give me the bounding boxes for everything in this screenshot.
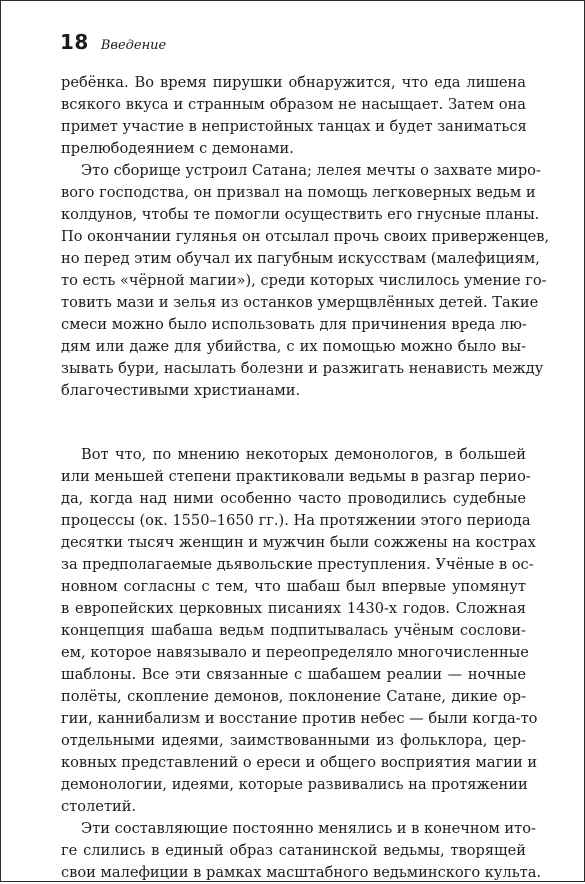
section-title: Введение	[100, 38, 167, 53]
text-line: гии, каннибализм и восстание против небес — были когда-то	[61, 710, 538, 727]
text-line: товить мази и зелья из останков умерщвлённых детей. Такие	[61, 294, 539, 311]
text-line: десятки тысяч женщин и мужчин были сожжены на кострах	[61, 534, 536, 551]
text-line: дям или даже для убийства, с их помощью можно было вы-	[61, 338, 526, 355]
text-line: Это сборище устроил Сатана; лелея мечты о захвате миро-	[81, 162, 541, 179]
text-line: свои малефиции в рамках масштабного ведьминского культа.	[61, 864, 542, 881]
text-line: смеси можно было использовать для причинения вреда лю-	[61, 316, 527, 333]
text-line: ковных представлений о ереси и общего восприятия магии и	[61, 754, 538, 771]
text-line: колдунов, чтобы те помогли осуществить его гнусные планы.	[61, 206, 540, 223]
paragraph	[61, 160, 550, 402]
text-line: но перед этим обучал их пагубным искусствам (малефициям,	[61, 250, 540, 267]
text-line: в европейских церковных писаниях 1430-х годов. Сложная	[61, 600, 526, 617]
text-line: Эти составляющие постоянно менялись и в конечном ито-	[81, 820, 536, 837]
text-line: ребёнка. Во время пирушки обнаружится, что еда лишена	[61, 74, 526, 91]
text-line: По окончании гулянья он отсылал прочь своих приверженцев,	[61, 228, 550, 245]
text-line: отдельными идеями, заимствованными из фольклора, цер-	[61, 732, 526, 749]
text-line: да, когда над ними особенно часто проводились судебные	[61, 490, 526, 507]
text-line: шаблоны. Все эти связанные с шабашем реалии — ночные	[61, 666, 526, 683]
text-line: за предполагаемые дьявольские преступления. Учёные в ос-	[61, 556, 534, 573]
text-line: ем, которое навязывало и переопределяло многочисленные	[61, 644, 529, 661]
text-line: концепция шабаша ведьм подпитывалась учёным сослови-	[61, 622, 526, 639]
text-line: столетий.	[61, 798, 137, 815]
text-line: новном согласны с тем, что шабаш был впервые упомянут	[61, 578, 526, 595]
running-head	[60, 30, 166, 54]
section-break	[61, 402, 526, 444]
text-line: вого господства, он призвал на помощь легковерных ведьм и	[61, 184, 536, 201]
text-line: примет участие в непристойных танцах и будет заниматься	[61, 118, 527, 135]
text-line: или меньшей степени практиковали ведьмы в разгар перио-	[61, 468, 531, 485]
text-line: всякого вкуса и странным образом не насыщает. Затем она	[61, 96, 526, 113]
text-line: то есть «чёрной магии»), среди которых числилось умение го-	[61, 272, 547, 289]
page-number: 18	[60, 30, 89, 54]
text-line: ге слились в единый образ сатанинской ведьмы, творящей	[61, 842, 526, 859]
text-line: демонологии, идеями, которые развивались на протяжении	[61, 776, 528, 793]
body-text	[61, 72, 550, 884]
text-line: прелюбодеянием с демонами.	[61, 140, 294, 157]
text-line: благочестивыми христианами.	[61, 382, 301, 399]
text-line: зывать бури, насылать болезни и разжигать ненависть между	[61, 360, 544, 377]
paragraph	[61, 72, 526, 160]
text-line: Вот что, по мнению некоторых демонологов, в большей	[81, 446, 526, 463]
text-line: полёты, скопление демонов, поклонение Сатане, дикие ор-	[61, 688, 526, 705]
text-line: процессы (ок. 1550–1650 гг.). На протяжении этого периода	[61, 512, 531, 529]
paragraph	[61, 818, 542, 884]
paragraph	[61, 444, 538, 818]
